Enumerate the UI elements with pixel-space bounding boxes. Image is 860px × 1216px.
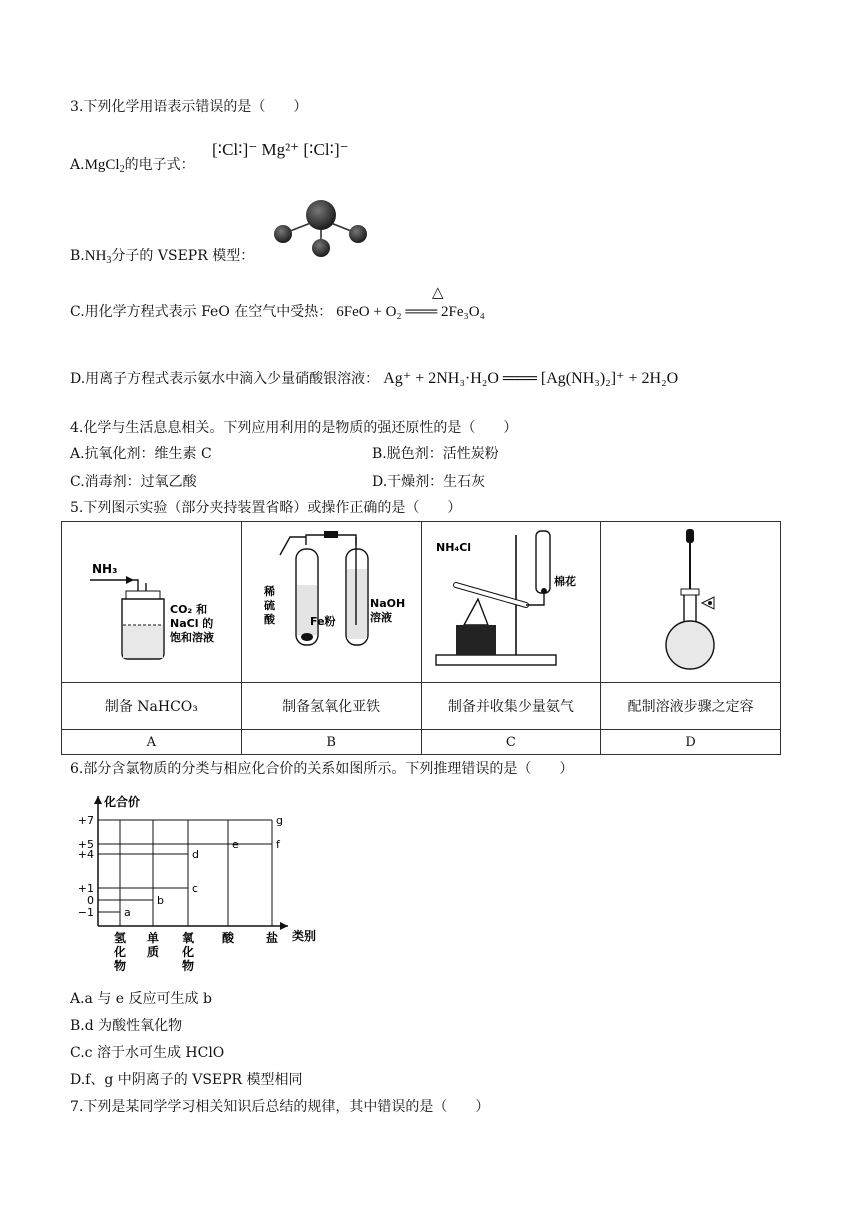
fig-b-naoh-2: 溶液 [370, 611, 393, 624]
fig-b-acid-3: 酸 [264, 613, 276, 626]
q3-a-prefix: A. [70, 157, 85, 173]
q6-stem: 6.部分含氯物质的分类与相应化合价的关系如图所示。下列推理错误的是（ ） [70, 761, 574, 777]
q5-caption-a: 制备 NaHCO₃ [62, 683, 242, 730]
q3-c-text: C.用化学方程式表示 FeO 在空气中受热： [70, 304, 333, 320]
q4-option-c: C.消毒剂：过氧乙酸 [70, 474, 197, 490]
q6-option-a: A.a 与 e 反应可生成 b [70, 991, 212, 1007]
q7-stem: 7.下列是某同学学习相关知识后总结的规律，其中错误的是（ ） [70, 1099, 490, 1115]
y-tick-label: +1 [77, 882, 94, 895]
chlorine-valence-chart [66, 788, 336, 978]
q3-a-sub: 2 [119, 164, 125, 175]
point-label-g: g [276, 814, 283, 827]
y-tick-label: +4 [77, 848, 94, 861]
nh3-vsepr-model [268, 195, 374, 265]
q5-caption-b: 制备氢氧化亚铁 [241, 683, 421, 730]
fig-c-reagent-label: NH₄Cl [435, 541, 471, 554]
x-tick-label: 单 [146, 931, 160, 945]
fig-a-gas-label: NH₃ [92, 562, 118, 576]
point-label-f: f [276, 838, 280, 851]
y-tick-label: +7 [77, 814, 94, 827]
q5-letter-d: D [601, 730, 781, 755]
y-tick-label: 0 [87, 894, 94, 907]
q3-option-b [70, 246, 254, 271]
q3-b-sub: 3 [106, 255, 112, 266]
q5-letter-b: B [241, 730, 421, 755]
apparatus-c-figure [426, 525, 596, 675]
q6-option-d: D.f、g 中阴离子的 VSEPR 模型相同 [70, 1072, 303, 1088]
fig-a-label-3: 饱和溶液 [170, 631, 215, 644]
q6-option-b: B.d 为酸性氧化物 [70, 1018, 183, 1034]
q4-option-a: A.抗氧化剂：维生素 C [70, 446, 212, 462]
q5-figure-c-cell [421, 522, 601, 683]
q3-d-text: D.用离子方程式表示氨水中滴入少量硝酸银溶液： [70, 371, 380, 387]
q3-a-formula: MgCl [84, 157, 120, 173]
q4-option-b: B.脱色剂：活性炭粉 [372, 446, 499, 462]
q3-c-equation: 6FeO + O₂ ═══ 2Fe₃O₄ [336, 304, 485, 320]
heat-condition-icon: △ [432, 283, 444, 301]
fig-b-naoh-1: NaOH [370, 597, 406, 610]
q5-figure-b-cell [241, 522, 421, 683]
fig-b-acid-1: 稀 [264, 585, 276, 598]
q6-option-c: C.c 溶于水可生成 HClO [70, 1045, 225, 1061]
x-tick-label: 物 [181, 959, 195, 973]
x-tick-label: 盐 [265, 931, 279, 945]
x-tick-label: 物 [113, 959, 127, 973]
fig-b-acid-2: 硫 [264, 599, 276, 612]
q3-option-a [70, 155, 195, 180]
x-tick-label: 化 [113, 945, 127, 959]
q3-b-prefix: B. [70, 248, 85, 264]
q3-d-equation: Ag⁺ + 2NH₃·H₂O ═══ [Ag(NH₃)₂]⁺ + 2H₂O [383, 370, 679, 387]
q5-caption-c: 制备并收集少量氨气 [421, 683, 601, 730]
y-axis-title: 化合价 [104, 795, 141, 809]
point-label-e: e [232, 838, 239, 851]
q5-letter-c: C [421, 730, 601, 755]
x-tick-label: 氧 [181, 931, 195, 945]
x-axis-title: 类别 [292, 929, 317, 943]
q5-figure-a-cell [62, 522, 242, 683]
q3-option-d [70, 369, 678, 389]
y-axis-arrow-icon [94, 796, 102, 804]
y-tick-label: −1 [77, 906, 94, 919]
q5-letter-a: A [62, 730, 242, 755]
q3-option-c [70, 302, 485, 322]
apparatus-d-figure [606, 525, 776, 675]
q5-apparatus-table [61, 521, 781, 755]
q3-b-formula: NH [84, 248, 107, 264]
mgcl2-electron-formula: [∶Cl∶]⁻ Mg²⁺ [∶Cl∶]⁻ [212, 140, 349, 159]
x-axis-arrow-icon [280, 922, 288, 930]
x-tick-label: 质 [146, 945, 160, 959]
x-tick-label: 化 [181, 945, 195, 959]
q3-stem: 3.下列化学用语表示错误的是（ ） [70, 99, 308, 115]
fig-b-fe-label: Fe粉 [310, 615, 336, 628]
y-tick-label: +5 [77, 838, 94, 851]
q3-b-suffix: 分子的 VSEPR 模型： [111, 248, 255, 264]
point-label-b: b [157, 894, 164, 907]
q5-stem: 5.下列图示实验（部分夹持装置省略）或操作正确的是（ ） [70, 500, 462, 516]
fig-a-label-2: NaCl 的 [170, 617, 214, 630]
x-tick-label: 酸 [221, 931, 235, 945]
apparatus-b-figure [246, 525, 416, 675]
q5-figure-d-cell [601, 522, 781, 683]
q4-stem: 4.化学与生活息息相关。下列应用利用的是物质的强还原性的是（ ） [70, 420, 518, 436]
x-tick-label: 氢 [113, 931, 127, 945]
q3-a-suffix: 的电子式： [124, 157, 195, 173]
apparatus-a-figure [66, 525, 236, 675]
point-label-a: a [124, 906, 131, 919]
point-label-c: c [192, 882, 199, 895]
fig-a-label-1: CO₂ 和 [170, 603, 208, 616]
q4-option-d: D.干燥剂：生石灰 [372, 474, 486, 490]
point-label-d: d [192, 848, 199, 861]
q5-caption-d: 配制溶液步骤之定容 [601, 683, 781, 730]
fig-c-cotton-label: 棉花 [553, 575, 576, 588]
